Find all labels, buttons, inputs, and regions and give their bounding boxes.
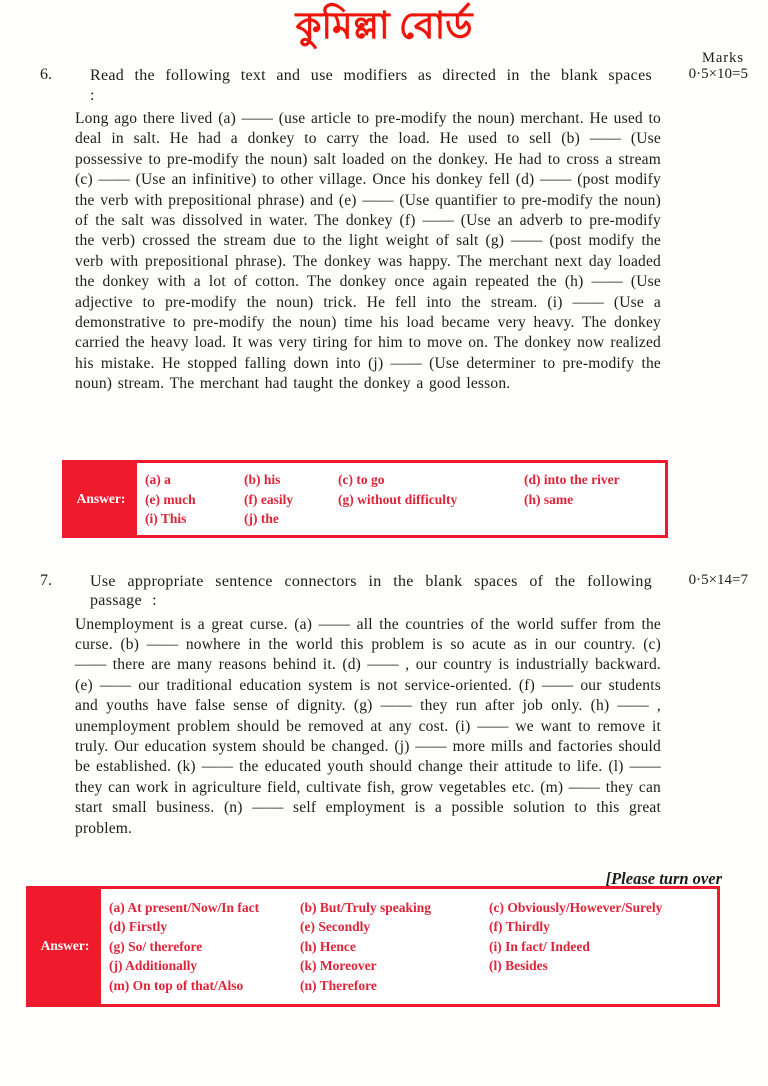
answer-item: (e) Secondly: [300, 919, 371, 935]
question-7-marks: 0·5×14=7: [688, 571, 748, 588]
question-6-passage: Long ago there lived (a) —— (use article to pre-modify the noun) merchant. He used to deal in salt. He had a donkey to carry the load. He used to sell (b) —— (Use possessive to pre-modify the noun) salt loaded on the donkey. He had to cross a stream (c) —— (Use an infinitive) to other village. Once his donkey fell (d) —— (post modify the verb with prepositional phrase) and (e) —— (Use quantifier to pre-modify the noun) of the salt was dissolved in water. The donkey (f) —— (Use an adverb to pre-modify the verb) crossed the stream due to the light weight of salt (g) —— (post modify the verb with prepositional phrase). The donkey was happy. The merchant next day loaded the donkey with a lot of cotton. The donkey once again repeated the (h) —— (Use adjective to pre-modify the noun) trick. He fell into the stream. (i) —— (Use a demonstrative to pre-modify the noun) time his load became very heavy. The donkey carried the heavy load. It was very tiring for him to move on. The donkey now realized his mistake. He stopped falling down into (j) —— (Use determiner to pre-modify the noun) stream. The merchant had taught the donkey a good lesson.: [75, 110, 661, 393]
please-turn-over-note: [Please turn over: [605, 868, 722, 888]
page-title: কুমিল্লা বোর্ড: [295, 6, 473, 47]
answer-item: (m) On top of that/Also: [109, 977, 244, 993]
question-6-prompt: Read the following text and use modifiers as directed in the blank spaces :: [90, 67, 652, 104]
answer-label: Answer:: [29, 889, 101, 1004]
answer-item: (h) same: [524, 491, 574, 507]
question-6-number: 6.: [40, 66, 52, 83]
answer-item: (l) Besides: [489, 958, 548, 974]
question-6-answers: [137, 463, 665, 535]
answer-item: (f) Thirdly: [489, 919, 550, 935]
answer-item: (a) a: [145, 472, 171, 487]
answer-item: (i) This: [145, 511, 187, 526]
question-6-marks: 0·5×10=5: [688, 66, 748, 82]
answer-item: (b) his: [244, 472, 281, 487]
marks-header: Marks: [701, 50, 744, 66]
answer-item: (d) Firstly: [109, 919, 168, 935]
answer-item: (c) Obviously/However/Surely: [489, 899, 663, 915]
answer-item: (c) to go: [338, 472, 385, 487]
answer-item: (i) In fact/ Indeed: [489, 938, 590, 954]
answer-item: (e) much: [145, 491, 196, 507]
answer-item: (k) Moreover: [300, 958, 377, 974]
answer-item: (h) Hence: [300, 938, 356, 954]
answer-item: (a) At present/Now/In fact: [109, 899, 260, 915]
question-7-prompt: Use appropriate sentence connectors in the blank spaces of the following passage :: [90, 572, 652, 609]
question-7-answers: [101, 889, 717, 1004]
question-7-number: 7.: [40, 571, 52, 589]
answer-item: (f) easily: [244, 491, 294, 507]
question-6: [0, 66, 768, 538]
question-7: [0, 572, 768, 1007]
answer-item: (b) But/Truly speaking: [300, 899, 432, 915]
answer-item: (g) So/ therefore: [109, 938, 203, 954]
answer-item: (j) Additionally: [109, 958, 198, 974]
question-6-answer-box: [62, 460, 668, 538]
answer-item: (n) Therefore: [300, 977, 377, 993]
answer-item: (g) without difficulty: [338, 491, 458, 507]
answer-label: Answer:: [65, 463, 137, 535]
question-7-passage: Unemployment is a great curse. (a) —— all the countries of the world suffer from the curse. (b) —— nowhere in the world this problem is so acute as in our country. (c) —— there are many reasons behind it. (d) —— , our country is industrially backward. (e) —— our traditional education system is not service-oriented. (f) —— our students and youths have false sense of dignity. (g) —— they run after job only. (h) —— , unemployment problem should be removed at any cost. (i) —— we want to remove it truly. Our education system should be changed. (j) —— more mills and factories should be established. (k) —— the educated youth should change their attitude to life. (l) —— they can work in agriculture field, cultivate fish, grow vegetables etc. (m) —— they can start small business. (n) —— self employment is a possible solution to this great problem.: [75, 615, 661, 837]
answer-item: (j) the: [244, 511, 279, 526]
answer-item: (d) into the river: [524, 472, 620, 487]
question-7-answer-box: [26, 886, 720, 1007]
